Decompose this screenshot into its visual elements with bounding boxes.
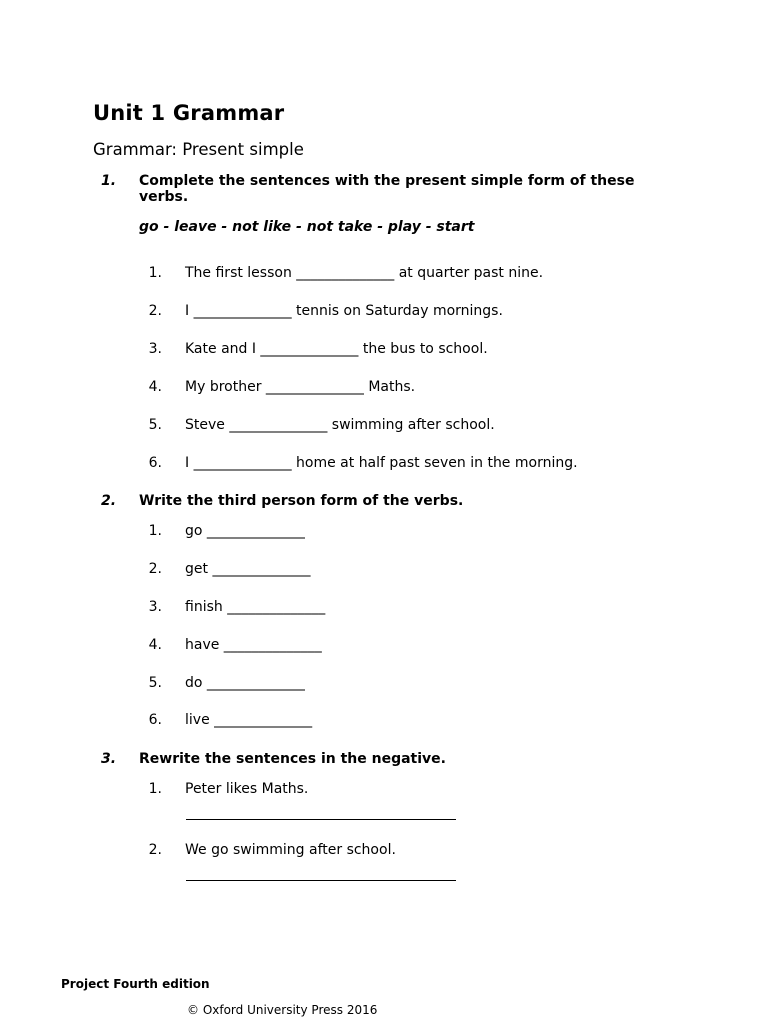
exercise-1-item-number: 2. — [148, 303, 162, 319]
exercise-2-item-text: go ______________ — [185, 523, 305, 539]
exercise-1-item-number: 5. — [148, 417, 162, 433]
exercise-2-item-number: 1. — [148, 523, 162, 539]
exercise-1-item-number: 6. — [148, 455, 162, 471]
exercise-1-number: 1. — [101, 173, 117, 189]
exercise-1-verb-list: go - leave - not like - not take - play - start — [139, 219, 475, 235]
exercise-3-item-text: Peter likes Maths. — [185, 781, 309, 797]
exercise-2-number: 2. — [101, 493, 117, 509]
exercise-2-item-text: do ______________ — [185, 675, 305, 691]
footer-copyright: © Oxford University Press 2016 — [187, 1003, 378, 1017]
exercise-3-item-text: We go swimming after school. — [185, 842, 396, 858]
exercise-2-item-text: have ______________ — [185, 637, 322, 653]
exercise-3-item-number: 2. — [148, 842, 162, 858]
exercise-1-item-text: Steve ______________ swimming after school. — [185, 417, 495, 433]
exercise-2-item-number: 2. — [148, 561, 162, 577]
exercise-3-instruction: Rewrite the sentences in the negative. — [139, 751, 446, 767]
exercise-1-item-number: 4. — [148, 379, 162, 395]
exercise-1-item-text: Kate and I ______________ the bus to school. — [185, 341, 488, 357]
exercise-1-item-text: I ______________ tennis on Saturday mornings. — [185, 303, 503, 319]
exercise-1-instruction: Complete the sentences with the present simple form of these verbs. — [139, 173, 635, 205]
exercise-1-item-text: The first lesson ______________ at quarter past nine. — [185, 265, 544, 281]
exercise-2-item-number: 5. — [148, 675, 162, 691]
exercise-3-number: 3. — [101, 751, 117, 767]
exercise-2-instruction: Write the third person form of the verbs. — [139, 493, 464, 509]
exercise-1-item-text: My brother ______________ Maths. — [185, 379, 416, 395]
exercise-3-item-number: 1. — [148, 781, 162, 797]
footer-edition: Project Fourth edition — [61, 977, 210, 991]
exercise-2-item-number: 6. — [148, 712, 162, 728]
exercise-1-item-text: I ______________ home at half past seven in the morning. — [185, 455, 578, 471]
answer-line — [186, 880, 456, 881]
exercise-2-item-text: get ______________ — [185, 561, 311, 577]
exercise-1-item-number: 1. — [148, 265, 162, 281]
answer-line — [186, 819, 456, 820]
exercise-2-item-number: 3. — [148, 599, 162, 615]
exercise-2-item-text: live ______________ — [185, 712, 313, 728]
page-subtitle: Grammar: Present simple — [93, 140, 304, 159]
exercise-1-item-number: 3. — [148, 341, 162, 357]
exercise-2-item-number: 4. — [148, 637, 162, 653]
exercise-2-item-text: finish ______________ — [185, 599, 326, 615]
page-title: Unit 1 Grammar — [93, 101, 285, 125]
